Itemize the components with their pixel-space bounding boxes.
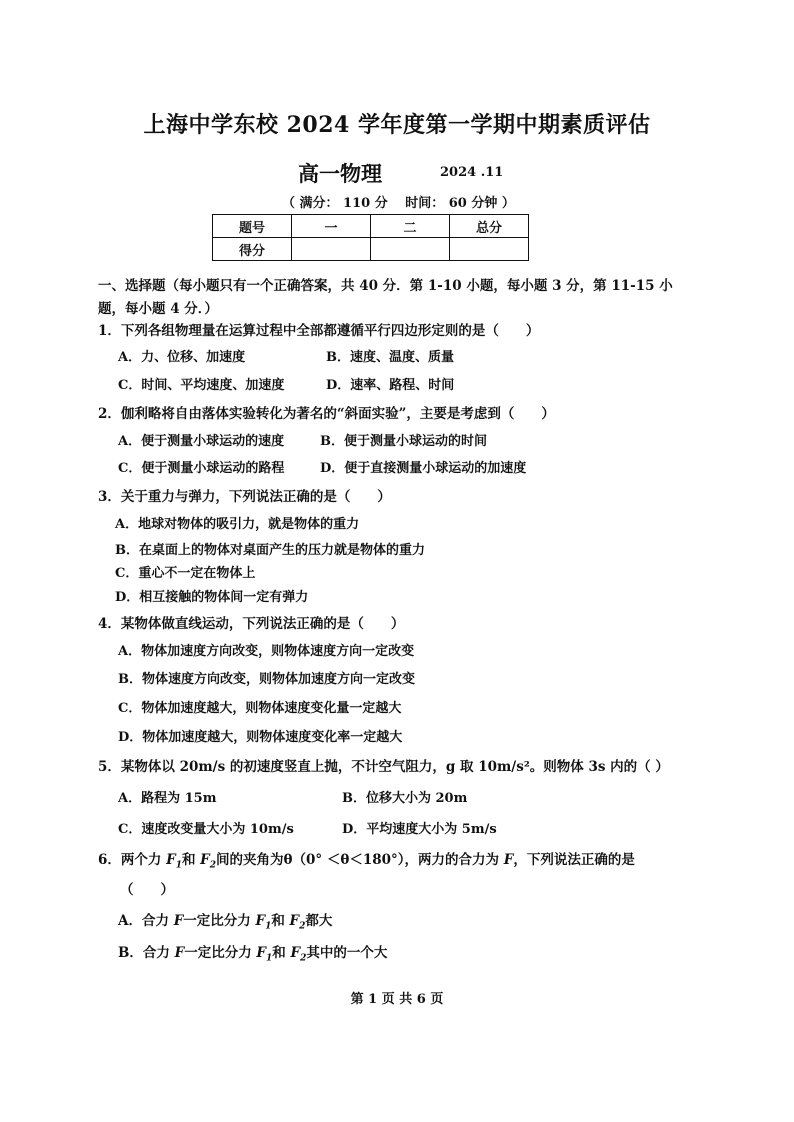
exam-title: 上海中学东校 2024 学年度第一学期中期素质评估 <box>143 112 651 138</box>
table-cell: 题号 <box>213 215 292 238</box>
question-3-option-a: A．地球对物体的吸引力，就是物体的重力 <box>115 517 360 532</box>
section-heading-line2: 题，每小题 4 分．） <box>98 301 219 317</box>
table-cell: 总分 <box>450 215 529 238</box>
question-2-option-c: C．便于测量小球运动的路程 <box>118 461 285 476</box>
subscript: 2 <box>299 921 306 932</box>
question-2-option-d: D．便于直接测量小球运动的加速度 <box>320 461 527 476</box>
question-4-option-b: B．物体速度方向改变，则物体加速度方向一定改变 <box>118 672 415 687</box>
score-table-score-row <box>213 238 529 261</box>
question-4-option-d: D．物体加速度越大，则物体速度变化率一定越大 <box>118 730 403 745</box>
subscript: 1 <box>265 921 272 932</box>
stem-text: 和 <box>181 852 201 868</box>
question-3-option-d: D．相互接触的物体间一定有弹力 <box>115 590 309 605</box>
force-f2 <box>290 945 307 964</box>
option-text: 都大 <box>305 913 333 929</box>
option-text: 和 <box>271 913 290 929</box>
exam-date: 2024 .11 <box>440 165 504 180</box>
table-cell <box>450 238 529 261</box>
question-4-option-c: C．物体加速度越大，则物体速度变化量一定越大 <box>118 701 402 716</box>
question-1-stem: 1．下列各组物理量在运算过程中全部都遵循平行四边形定则的是（ ） <box>98 323 540 339</box>
subject-title: 高一物理 <box>298 161 382 186</box>
force-f2 <box>289 913 306 932</box>
question-2-option-a: A．便于测量小球运动的速度 <box>118 434 285 449</box>
page-footer: 第 1 页 共 6 页 <box>350 992 444 1007</box>
question-4-stem: 4．某物体做直线运动，下列说法正确的是（ ） <box>98 616 405 632</box>
question-2-stem: 2．伽利略将自由落体实验转化为著名的“斜面实验”，主要是考虑到（ ） <box>98 406 555 422</box>
question-5-option-c: C．速度改变量大小为 10m/s <box>118 822 294 837</box>
subscript: 1 <box>266 953 273 964</box>
force-symbol: F <box>290 945 301 961</box>
force-symbol: F <box>256 945 267 961</box>
stem-text: ，下列说法正确的是 <box>513 852 635 868</box>
force-symbol: F <box>200 852 210 868</box>
question-5-option-a: A．路程为 15m <box>118 791 217 806</box>
table-cell: 得分 <box>213 238 292 261</box>
table-cell <box>371 238 450 261</box>
force-f: F <box>174 945 185 961</box>
table-cell <box>292 238 371 261</box>
question-6-stem <box>98 848 635 871</box>
score-table-header-row <box>213 215 529 238</box>
force-f2 <box>200 852 217 871</box>
question-6-option-a <box>118 909 332 932</box>
option-text: B．合力 <box>118 945 175 961</box>
exam-meta: （ 满分： 110 分 时间： 60 分钟 ） <box>282 196 515 211</box>
force-symbol: F <box>255 913 266 929</box>
force-f: F <box>503 852 514 868</box>
option-text: 其中的一个大 <box>306 945 388 961</box>
question-4-option-a: A．物体加速度方向改变，则物体速度方向一定改变 <box>118 644 415 659</box>
option-text: 一定比分力 <box>183 913 256 929</box>
table-cell: 一 <box>292 215 371 238</box>
force-f1 <box>255 913 272 932</box>
question-6-option-b <box>118 941 387 964</box>
option-text: 和 <box>272 945 291 961</box>
option-text: A．合力 <box>118 913 174 929</box>
question-5-stem: 5．某物体以 20m/s 的初速度竖直上抛，不计空气阻力，g 取 10m/s²。则物体 3s 内的（ ） <box>98 759 669 775</box>
stem-text: 间的夹角为θ（0° ＜θ＜180°），两力的合力为 <box>216 852 504 868</box>
question-3-stem: 3．关于重力与弹力，下列说法正确的是（ ） <box>98 489 391 505</box>
question-6-bracket: （ ） <box>120 882 174 898</box>
question-5-option-d: D．平均速度大小为 5m/s <box>342 822 497 837</box>
force-f: F <box>173 913 184 929</box>
section-heading-line1: 一、选择题（每小题只有一个正确答案，共 40 分．第 1-10 小题，每小题 3 分，第 11-15 小 <box>98 278 673 294</box>
force-f1 <box>256 945 273 964</box>
question-1-option-a: A．力、位移、加速度 <box>118 350 246 365</box>
subscript: 2 <box>300 953 307 964</box>
force-f1 <box>166 852 182 871</box>
option-text: 一定比分力 <box>184 945 257 961</box>
question-1-option-c: C．时间、平均速度、加速度 <box>118 378 285 393</box>
force-symbol: F <box>289 913 300 929</box>
question-2-option-b: B．便于测量小球运动的时间 <box>320 434 487 449</box>
stem-text: 6．两个力 <box>98 852 167 868</box>
question-1-option-b: B．速度、温度、质量 <box>326 350 454 365</box>
question-3-option-b: B．在桌面上的物体对桌面产生的压力就是物体的重力 <box>115 543 425 558</box>
score-table <box>212 214 529 261</box>
question-3-option-c: C．重心不一定在物体上 <box>115 566 256 581</box>
force-symbol: F <box>166 852 176 868</box>
table-cell: 二 <box>371 215 450 238</box>
question-5-option-b: B．位移大小为 20m <box>342 791 468 806</box>
question-1-option-d: D．速率、路程、时间 <box>326 378 455 393</box>
subscript: 2 <box>209 860 217 871</box>
subscript: 1 <box>175 860 182 871</box>
